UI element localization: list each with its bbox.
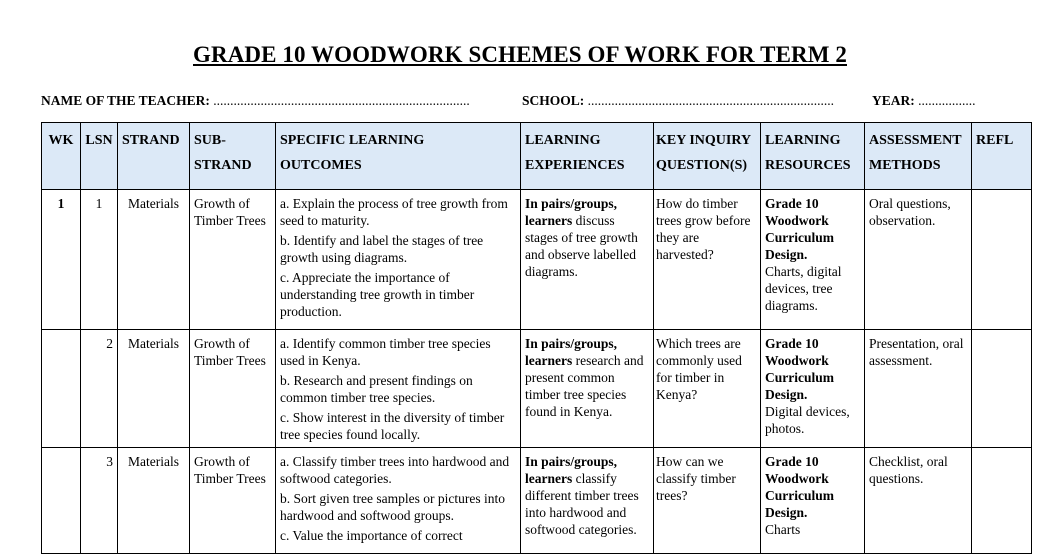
cell-lesson: 1 — [81, 190, 118, 330]
outcome-item: c. Show interest in the diversity of timber tree species found locally. — [280, 410, 505, 442]
outcome-item: a. Explain the process of tree growth from seed to maturity. — [280, 196, 508, 228]
header-learning-experiences: LEARNING EXPERIENCES — [521, 123, 654, 190]
header-specific-learning-outcomes: SPECIFIC LEARNING OUTCOMES — [276, 123, 521, 190]
table-row — [42, 330, 1032, 448]
cell-strand: Materials — [118, 190, 190, 330]
cell-reflection — [972, 190, 1032, 330]
cell-learning-resources: Grade 10 Woodwork Curriculum Design. Digital devices, photos. — [761, 330, 865, 448]
document-title: GRADE 10 WOODWORK SCHEMES OF WORK FOR TERM 2 — [193, 42, 847, 67]
school-blank: ......................................................................... — [584, 93, 835, 108]
header-learning-resources: LEARNING RESOURCES — [761, 123, 865, 190]
teacher-name-label: NAME OF THE TEACHER: — [41, 93, 210, 108]
teacher-name-blank: ............................................................................ — [209, 93, 470, 108]
cell-learning-resources: Grade 10 Woodwork Curriculum Design. Charts — [761, 448, 865, 554]
teacher-name-field — [41, 93, 470, 109]
outcome-item: b. Sort given tree samples or pictures into hardwood and softwood groups. — [280, 491, 505, 523]
cell-reflection — [972, 330, 1032, 448]
header-reflection: REFL — [972, 123, 1032, 190]
header-strand: STRAND — [118, 123, 190, 190]
cell-reflection — [972, 448, 1032, 554]
header-sub-strand: SUB- STRAND — [190, 123, 276, 190]
year-label: YEAR: — [872, 93, 915, 108]
cell-sub-strand: Growth of Timber Trees — [190, 330, 276, 448]
cell-strand: Materials — [118, 330, 190, 448]
cell-assessment: Presentation, oral assessment. — [865, 330, 972, 448]
cell-learning-resources: Grade 10 Woodwork Curriculum Design. Charts, digital devices, tree diagrams. — [761, 190, 865, 330]
table-row — [42, 448, 1032, 554]
school-label: SCHOOL: — [522, 93, 585, 108]
cell-outcomes — [276, 330, 521, 448]
outcome-item: b. Research and present findings on common timber tree species. — [280, 373, 473, 405]
year-blank: ................. — [914, 93, 976, 108]
cell-assessment: Checklist, oral questions. — [865, 448, 972, 554]
outcome-item: c. Appreciate the importance of understanding tree growth in timber production. — [280, 270, 475, 319]
header-lsn: LSN — [81, 123, 118, 190]
cell-outcomes — [276, 190, 521, 330]
cell-week — [42, 448, 81, 554]
header-key-inquiry-questions: KEY INQUIRY QUESTION(S) — [654, 123, 761, 190]
cell-key-inquiry: How do timber trees grow before they are harvested? — [654, 190, 761, 330]
cell-key-inquiry: Which trees are commonly used for timber in Kenya? — [654, 330, 761, 448]
year-field — [872, 93, 976, 109]
outcome-item: a. Classify timber trees into hardwood and softwood categories. — [280, 454, 510, 486]
cell-learning-experiences: In pairs/groups, learners discuss stages of tree growth and observe labelled diagrams. — [521, 190, 654, 330]
school-field — [522, 93, 834, 109]
header-wk: WK — [42, 123, 81, 190]
header-assessment-methods: ASSESSMENT METHODS — [865, 123, 972, 190]
cell-strand: Materials — [118, 448, 190, 554]
outcome-item: b. Identify and label the stages of tree growth using diagrams. — [280, 233, 484, 265]
outcome-item: c. Value the importance of correct — [280, 528, 463, 543]
cell-learning-experiences: In pairs/groups, learners classify different timber trees into hardwood and softwood categories. — [521, 448, 654, 554]
cell-sub-strand: Growth of Timber Trees — [190, 448, 276, 554]
table-row — [42, 190, 1032, 330]
cell-outcomes — [276, 448, 521, 554]
cell-sub-strand: Growth of Timber Trees — [190, 190, 276, 330]
cell-assessment: Oral questions, observation. — [865, 190, 972, 330]
cell-lesson: 3 — [81, 448, 118, 554]
header-row — [42, 123, 1032, 190]
cell-week — [42, 330, 81, 448]
cell-learning-experiences: In pairs/groups, learners research and present common timber tree species found in Kenya. — [521, 330, 654, 448]
cell-lesson: 2 — [81, 330, 118, 448]
schemes-of-work-table — [41, 122, 1032, 554]
cell-key-inquiry: How can we classify timber trees? — [654, 448, 761, 554]
outcome-item: a. Identify common timber tree species used in Kenya. — [280, 336, 491, 368]
cell-week: 1 — [42, 190, 81, 330]
